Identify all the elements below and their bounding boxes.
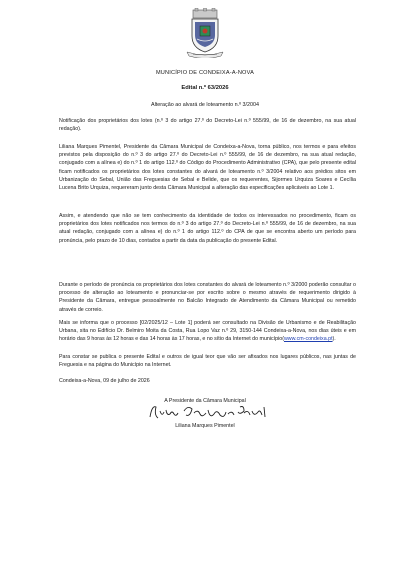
handwritten-signature bbox=[140, 401, 280, 425]
paragraph-pronouncement-period: Assim, e atendendo que não se tem conhecimento da identidade de todos os interessados no procedimento, ficam os proprietários dos lotes notificados nos termos do n.º 3 do artigo 27.º do Decreto-Lei n.º 555/99, de 16 de dezembro, na sua atual redação, conjugado com a alínea e) do n.º 1 do artigo 112.º do CPA de que se encontra aberto um período para pronúncia, pelo prazo de 10 dias, contados a partir da data da publicação do presente Edital. bbox=[59, 213, 356, 244]
process-info-end: ). bbox=[332, 336, 336, 343]
paragraph-process-info bbox=[59, 319, 356, 344]
paragraph-consultation: Durante o período de pronúncia os proprietários dos lotes constantes do alvará de loteamento n.º 3/2000 poderão consultar o processo de alteração ao loteamento e pronunciar-se por escrito sobre o mesmo através de requerimento dirigido à Presidente da Câmara, entregue pessoalmente no Balcão Integrado de Atendimento da Câmara Municipal ou remetido através de correio. bbox=[59, 282, 356, 313]
municipality-website-link[interactable]: www.cm-condeixa.pt bbox=[283, 336, 333, 343]
place-date: Condeixa-a-Nova, 09 de julho de 2026 bbox=[59, 378, 150, 384]
paragraph-publication: Para constar se publica o presente Edital e outros de igual teor que vão ser afixados nos lugares públicos, nas juntas de Freguesia e na página do Município na Internet. bbox=[59, 354, 356, 369]
edital-title: Edital n.º 63/2026 bbox=[181, 85, 229, 91]
signatory-title: A Presidente da Câmara Municipal bbox=[164, 398, 246, 404]
municipal-crest-icon bbox=[183, 8, 227, 58]
municipality-name: MUNICÍPIO DE CONDEIXA-A-NOVA bbox=[155, 70, 255, 76]
paragraph-announcement: Liliana Marques Pimentel, Presidente da Câmara Municipal de Condeixa-a-Nova, torna público, nos termos e para efeitos previstos pela disposição do n.º 3 do artigo 27.º do Decreto-Lei n.º 555/99, de 16 de dezembro, na sua atual redação, conjugado com a alínea e) do n.º 1 do artigo 112.º do Código do Procedimento Administrativo (CPA), que pelo presente edital ficam notificados os proprietários dos lotes constantes do alvará de loteamento n.º 3/2004 relativo aos prédios sitos em Urbanização do Sebal, União das Freguesias de Sebal e Belide, que os requerentes, Sijormes Urquiza Soares e Cecília Lucena Brito Urquiza, requereram junto desta Câmara Municipal a alteração das especificações aplicáveis ao Lote 1. bbox=[59, 144, 356, 192]
signatory-name: Liliana Marques Pimentel bbox=[175, 423, 235, 429]
edital-subject: Alteração ao alvará de loteamento n.º 3/2004 bbox=[150, 102, 260, 108]
process-info-text: Mais se informa que o processo [02/2025/12 – Lote 1] poderá ser consultado na Divisão de Urbanismo e de Reabilitação Urbana, sita no Edifício Dr. Belmiro Moita da Costa, Rua Lopo Vaz n.º 29, 3150-144 Condeixa-a-Nova, nos dias úteis e em horário das 9 horas às 12 horas e das 14 horas às 17 horas, e no sítio da Internet do município( bbox=[59, 320, 356, 343]
paragraph-notification: Notificação dos proprietários dos lotes (n.º 3 do artigo 27.º do Decreto-Lei n.º 555/99, de 16 de dezembro, na sua atual redação). bbox=[59, 118, 356, 133]
